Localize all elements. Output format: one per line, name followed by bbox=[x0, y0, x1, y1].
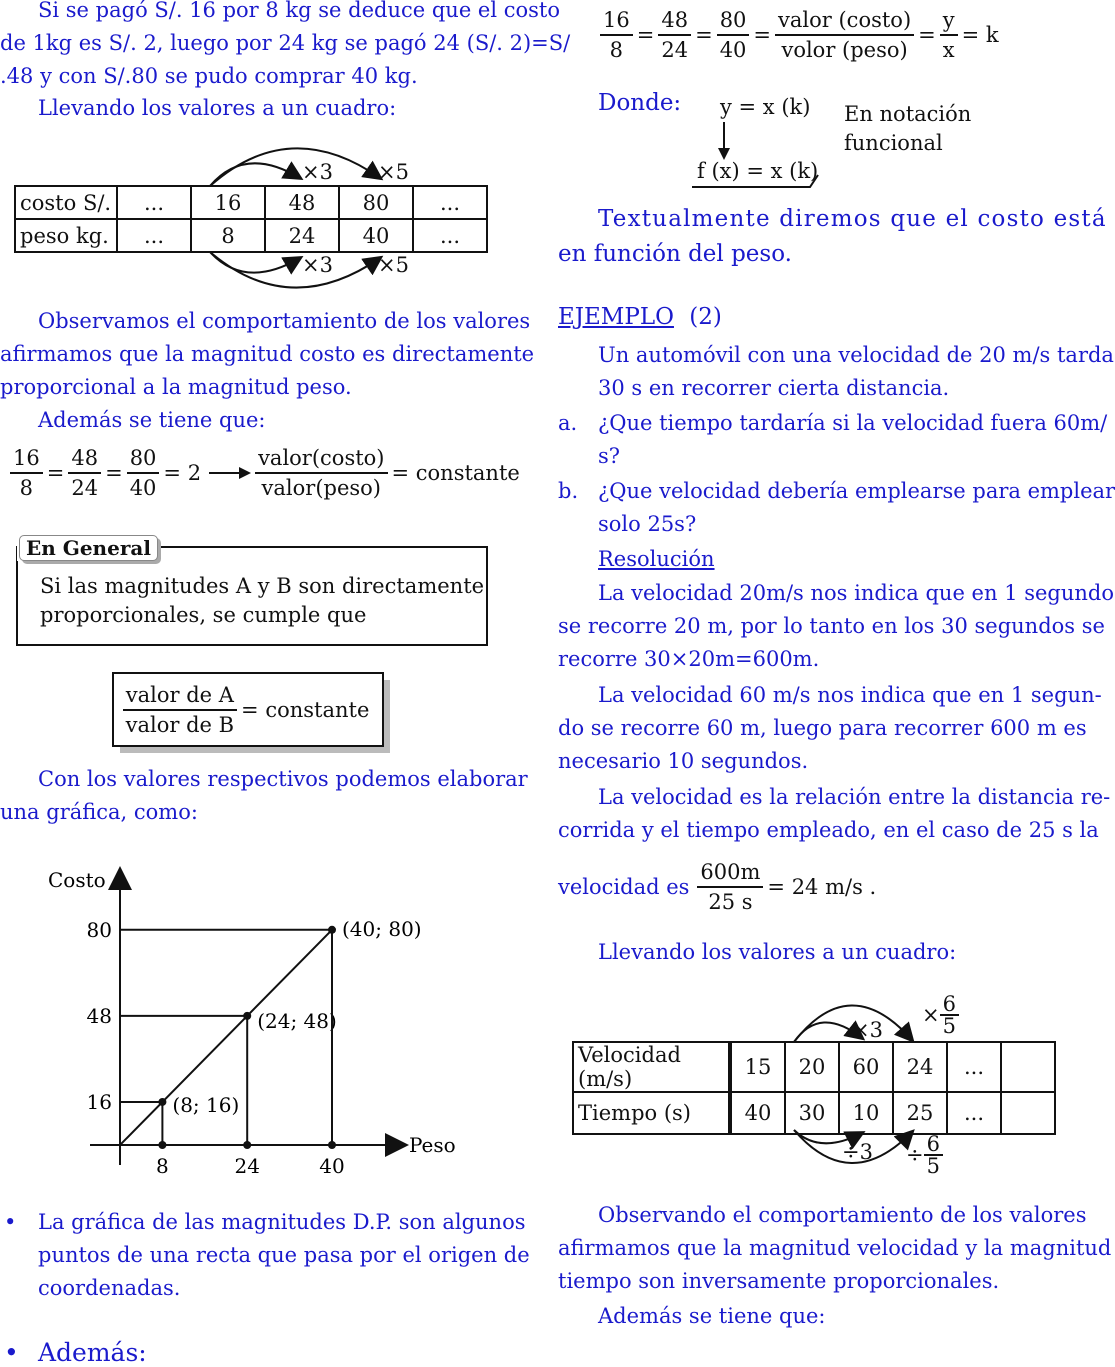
text-line: Con los valores respectivos podemos elaborar bbox=[38, 767, 528, 791]
denominator: 5 bbox=[926, 1154, 940, 1178]
table-cell: ... bbox=[117, 219, 191, 252]
bullet-dot-icon: • bbox=[4, 1338, 19, 1367]
text-line: ¿Que velocidad debería emplearse para emplear bbox=[598, 479, 1115, 503]
textual-paragraph bbox=[558, 202, 1107, 272]
data-point bbox=[243, 1012, 251, 1020]
denominator: 5 bbox=[942, 1014, 956, 1038]
text-line: Un automóvil con una velocidad de 20 m/s tarda bbox=[598, 343, 1114, 367]
data-point bbox=[328, 926, 336, 934]
table2-label-x3: ×3 bbox=[852, 1018, 883, 1042]
right-paragraph-ademas: Además se tiene que: bbox=[598, 1304, 826, 1328]
arrow-x5-top bbox=[210, 148, 380, 186]
left-paragraph-3 bbox=[0, 305, 534, 404]
result: = 24 m/s . bbox=[767, 875, 877, 899]
numerator: valor(costo) bbox=[255, 444, 387, 474]
text-line: afirmamos que la magnitud velocidad y la magnitud bbox=[558, 1236, 1112, 1260]
table-row bbox=[15, 186, 487, 219]
text-line: Además: bbox=[38, 1338, 147, 1367]
table-row bbox=[573, 1042, 1055, 1092]
x-tick-label: 24 bbox=[234, 1154, 260, 1178]
table-row bbox=[15, 219, 487, 252]
arrow-down-icon bbox=[716, 122, 732, 162]
text-line: necesario 10 segundos. bbox=[558, 749, 809, 773]
chart-costo-peso bbox=[0, 860, 500, 1190]
fraction bbox=[940, 6, 958, 64]
text-line: ¿Que tiempo tardaría si la velocidad fuera 60m/ bbox=[598, 411, 1108, 435]
text-line: de 1kg es S/. 2, luego por 24 kg se pagó 24 (S/. 2)=S/ bbox=[0, 31, 571, 55]
y-tick-label: 48 bbox=[86, 1003, 112, 1028]
text-line: La velocidad 60 m/s nos indica que en 1 segun- bbox=[598, 683, 1102, 707]
table-cell: 24 bbox=[265, 219, 339, 252]
right-paragraph-cuadro: Llevando los valores a un cuadro: bbox=[598, 940, 957, 964]
text-line: La gráfica de las magnitudes D.P. son algunos bbox=[38, 1210, 526, 1234]
equals-value: = 2 bbox=[163, 461, 202, 485]
equation-k: $\frac{16}{8}$ = $\frac{48}{24}$ = $\frac{80}{40}$ = $\frac{\text{valor (costo)}}{\text{volor (peso)}}$ = $\frac{y}{x}$ = k bbox=[600, 6, 1003, 64]
denominator: 25 s bbox=[708, 890, 753, 914]
data-label: (24; 48) bbox=[257, 1008, 337, 1033]
fraction bbox=[940, 994, 959, 1036]
data-point bbox=[158, 1098, 166, 1106]
text-line: Si las magnitudes A y B son directamente bbox=[40, 574, 485, 598]
table-cell: 25 bbox=[893, 1092, 947, 1134]
constant-box bbox=[112, 672, 384, 747]
donde-label: Donde: bbox=[598, 90, 682, 116]
numerator: 6 bbox=[940, 994, 959, 1016]
denominator: x bbox=[942, 38, 955, 62]
fraction bbox=[697, 858, 763, 916]
fraction bbox=[255, 444, 387, 502]
numerator: 600m bbox=[697, 858, 763, 888]
denominator: 40 bbox=[129, 476, 157, 500]
text-line: Si se pagó S/. 16 por 8 kg se deduce que el costo bbox=[38, 0, 561, 22]
text-line: solo 25s? bbox=[598, 512, 697, 536]
denominator: 8 bbox=[19, 476, 34, 500]
numerator: 6 bbox=[924, 1134, 943, 1156]
table-cell: peso kg. bbox=[15, 219, 117, 252]
table-cell: 8 bbox=[191, 219, 265, 252]
fraction bbox=[717, 6, 750, 64]
data-label: (40; 80) bbox=[342, 916, 422, 941]
question-label: a. bbox=[558, 411, 578, 435]
fraction bbox=[658, 6, 691, 64]
text-line: proporcional a la magnitud peso. bbox=[0, 375, 352, 399]
numerator: 48 bbox=[68, 444, 101, 474]
table-cell: 80 bbox=[339, 186, 413, 219]
question-label: b. bbox=[558, 479, 579, 503]
text-line: s? bbox=[598, 444, 621, 468]
donde-note bbox=[844, 100, 971, 158]
table2-label-div3: ÷3 bbox=[842, 1140, 873, 1164]
ejemplo-title: EJEMPLO bbox=[558, 304, 674, 330]
text-line: do se recorre 60 m, luego para recorrer 600 m es bbox=[558, 716, 1087, 740]
y-tick-label: 16 bbox=[86, 1089, 112, 1114]
text-line: corrida y el tiempo empleado, en el caso de 25 s la bbox=[558, 818, 1099, 842]
fraction bbox=[68, 444, 101, 502]
y-tick-label: 80 bbox=[86, 917, 112, 942]
numerator: valor de A bbox=[123, 681, 237, 711]
numerator: 80 bbox=[717, 6, 750, 36]
text-line: afirmamos que la magnitud costo es directamente bbox=[0, 342, 535, 366]
denominator: 8 bbox=[609, 38, 624, 62]
left-paragraph-1 bbox=[0, 0, 570, 93]
table1-label-x3-bottom: ×3 bbox=[302, 253, 333, 277]
denominator: 40 bbox=[719, 38, 747, 62]
numerator: valor (costo) bbox=[775, 6, 914, 36]
result: = constante bbox=[241, 697, 370, 722]
fraction bbox=[924, 1134, 943, 1176]
table-cell: costo S/. bbox=[15, 186, 117, 219]
ejemplo-heading bbox=[558, 304, 722, 330]
bullet-dot-icon: • bbox=[4, 1210, 17, 1234]
result: = k bbox=[961, 23, 999, 47]
table1-label-x5-top: ×5 bbox=[378, 160, 409, 184]
text-line: La velocidad es la relación entre la distancia re- bbox=[598, 785, 1111, 809]
data-label: (8; 16) bbox=[172, 1092, 240, 1117]
general-tag-label: En General bbox=[19, 535, 158, 561]
text-line: Textualmente diremos que el costo está bbox=[598, 206, 1107, 232]
ejemplo-number: (2) bbox=[689, 304, 722, 330]
resolution-paragraph-2 bbox=[558, 679, 1102, 778]
table-cell: ... bbox=[947, 1042, 1001, 1092]
table-cell: 20 bbox=[785, 1042, 839, 1092]
fraction bbox=[775, 6, 914, 64]
table-cell: ... bbox=[413, 186, 487, 219]
table-cell: 16 bbox=[191, 186, 265, 219]
table-cell bbox=[1001, 1042, 1055, 1092]
x-tick-label: 8 bbox=[156, 1154, 169, 1178]
table-row bbox=[573, 1092, 1055, 1134]
fraction bbox=[600, 6, 633, 64]
text-line: una gráfica, como: bbox=[0, 800, 198, 824]
text-line: en función del peso. bbox=[558, 241, 792, 267]
text-line: 30 s en recorrer cierta distancia. bbox=[598, 376, 950, 400]
bullet-item bbox=[0, 1206, 530, 1305]
left-paragraph-4: Además se tiene que: bbox=[38, 408, 266, 432]
table-cell: Velocidad (m/s) bbox=[573, 1042, 730, 1092]
velocity-equation bbox=[558, 858, 880, 916]
equation-costo-peso: $\frac{16}{8}$ = $\frac{48}{24}$ = $\frac{80}{40}$ = 2 $\frac{\text{valor(costo)}}{\text{valor(peso)}}$ = constante bbox=[10, 444, 524, 502]
text-line: coordenadas. bbox=[38, 1276, 181, 1300]
ejemplo-intro bbox=[598, 339, 1114, 405]
x-tick-dot bbox=[328, 1141, 336, 1149]
velocity-prefix: velocidad es bbox=[558, 875, 690, 899]
left-paragraph-2: Llevando los valores a un cuadro: bbox=[38, 96, 397, 120]
fraction bbox=[10, 444, 43, 502]
text-line: puntos de una recta que pasa por el origen de bbox=[38, 1243, 530, 1267]
times-sign: × bbox=[922, 1003, 940, 1027]
table2-label-x65 bbox=[922, 994, 959, 1036]
x-tick-dot bbox=[158, 1141, 166, 1149]
denominator: valor de B bbox=[125, 712, 235, 737]
numerator: 16 bbox=[600, 6, 633, 36]
right-paragraph-obs bbox=[558, 1199, 1111, 1298]
arrow-right-icon bbox=[209, 466, 251, 480]
text-line: .48 y con S/.80 se pudo comprar 40 kg. bbox=[0, 64, 418, 88]
x-tick-label: 40 bbox=[319, 1154, 345, 1178]
general-text bbox=[40, 572, 484, 630]
table-cell: 10 bbox=[839, 1092, 893, 1134]
donde-bottom: f (x) = x (k) bbox=[697, 159, 819, 183]
text-line: Observando el comportamiento de los valores bbox=[598, 1203, 1087, 1227]
denominator: valor(peso) bbox=[261, 476, 382, 500]
donde-top: y = x (k) bbox=[720, 95, 811, 119]
denominator: 24 bbox=[661, 38, 689, 62]
table1-label-x5-bottom: ×5 bbox=[378, 253, 409, 277]
table-cell: ... bbox=[117, 186, 191, 219]
question-a bbox=[558, 407, 1107, 473]
bullet-list bbox=[0, 1206, 530, 1305]
table-cell: 40 bbox=[730, 1092, 785, 1134]
text-line: proporcionales, se cumple que bbox=[40, 603, 367, 627]
text-line: La velocidad 20m/s nos indica que en 1 segundo bbox=[598, 581, 1115, 605]
table-cell bbox=[1001, 1092, 1055, 1134]
arrow-x5-bottom bbox=[210, 252, 380, 288]
numerator: 48 bbox=[658, 6, 691, 36]
table-costo-peso bbox=[14, 185, 488, 253]
text-line: tiempo son inversamente proporcionales. bbox=[558, 1269, 1000, 1293]
fraction bbox=[127, 444, 160, 502]
table-cell: ... bbox=[413, 219, 487, 252]
text-line: recorre 30×20m=600m. bbox=[558, 647, 820, 671]
text-line: se recorre 20 m, por lo tanto en los 30 segundos se bbox=[558, 614, 1105, 638]
resolution-paragraph-3 bbox=[558, 781, 1110, 847]
denominator: 24 bbox=[71, 476, 99, 500]
table1-label-x3-top: ×3 bbox=[302, 160, 333, 184]
denominator: volor (peso) bbox=[781, 38, 908, 62]
table-cell: 15 bbox=[730, 1042, 785, 1092]
resolucion-heading: Resolución bbox=[598, 547, 715, 571]
y-axis-label: Costo bbox=[48, 868, 106, 892]
table-cell: Tiempo (s) bbox=[573, 1092, 730, 1134]
table-cell: 60 bbox=[839, 1042, 893, 1092]
table-cell: 30 bbox=[785, 1092, 839, 1134]
table-cell: 24 bbox=[893, 1042, 947, 1092]
numerator: 80 bbox=[127, 444, 160, 474]
question-b bbox=[558, 475, 1115, 541]
text-line: funcional bbox=[844, 131, 943, 155]
text-line: Observamos el comportamiento de los valores bbox=[38, 309, 531, 333]
numerator: y bbox=[940, 6, 958, 36]
table-cell: 48 bbox=[265, 186, 339, 219]
donde-underline bbox=[690, 172, 830, 192]
divide-sign: ÷ bbox=[906, 1143, 924, 1167]
table-cell: ... bbox=[947, 1092, 1001, 1134]
result: = constante bbox=[391, 461, 520, 485]
table2-label-div65 bbox=[906, 1134, 943, 1176]
table-cell: 40 bbox=[339, 219, 413, 252]
table-velocidad-tiempo bbox=[572, 1041, 1056, 1135]
x-axis-label: Peso bbox=[409, 1133, 456, 1157]
resolution-paragraph-1 bbox=[558, 577, 1114, 676]
left-paragraph-5 bbox=[0, 763, 528, 829]
general-tag bbox=[17, 535, 160, 561]
numerator: 16 bbox=[10, 444, 43, 474]
x-tick-dot bbox=[243, 1141, 251, 1149]
text-line: En notación bbox=[844, 102, 972, 126]
fraction bbox=[123, 681, 237, 739]
